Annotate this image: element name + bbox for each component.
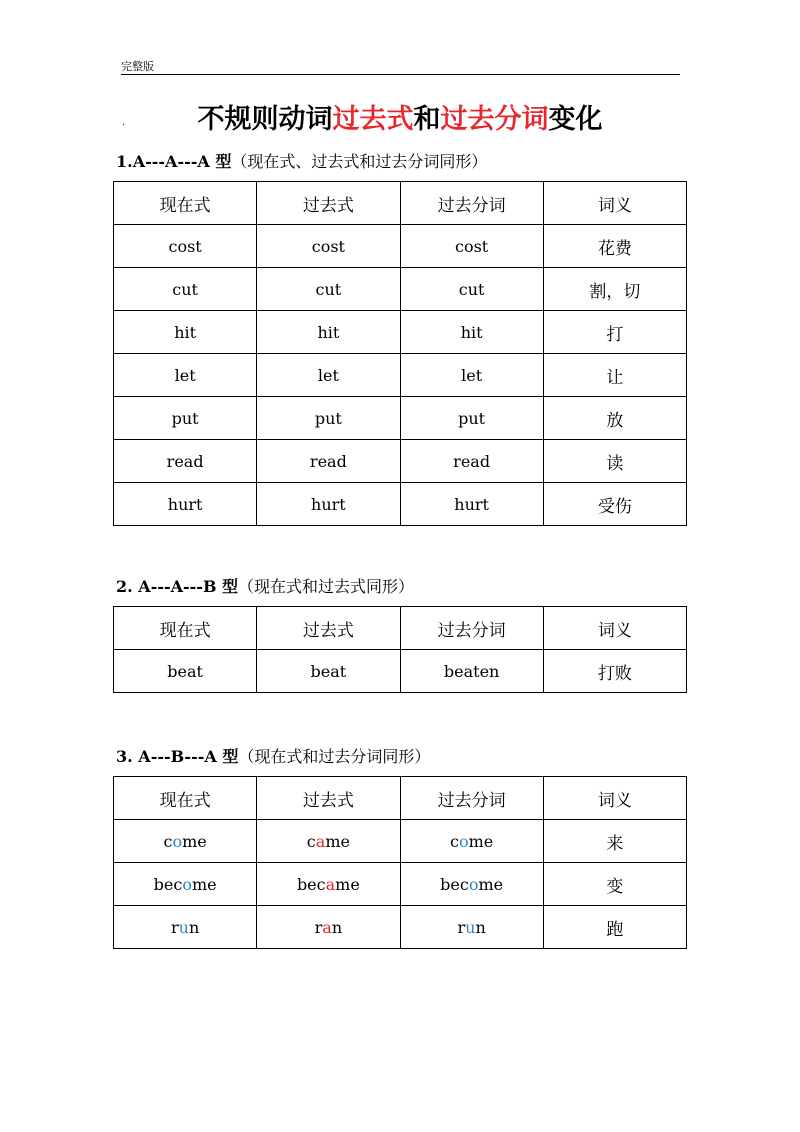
verb-text: n — [188, 917, 200, 937]
verb-text: bec — [153, 874, 183, 894]
section-3-number: 3. A---B---A 型 — [116, 747, 239, 766]
verb-text: bec — [440, 874, 469, 894]
verb-cell: cut — [114, 268, 257, 311]
verb-cell: hit — [114, 311, 257, 354]
verb-cell: hurt — [257, 483, 400, 526]
section-2-table — [113, 606, 687, 693]
verb-cell — [257, 820, 400, 863]
verb-cell: beaten — [400, 650, 543, 693]
table-header-row — [114, 607, 687, 650]
header-label: 完整版 — [121, 60, 154, 73]
highlighted-vowel: o — [468, 874, 479, 894]
verb-text: n — [331, 917, 343, 937]
highlighted-vowel: a — [315, 831, 326, 851]
highlighted-vowel: a — [322, 917, 332, 937]
table-row — [114, 225, 687, 268]
verb-cell: let — [257, 354, 400, 397]
verb-cell: read — [400, 440, 543, 483]
highlighted-vowel: o — [172, 831, 183, 851]
verb-text: bec — [296, 874, 326, 894]
highlighted-vowel: u — [178, 917, 189, 937]
verb-text: r — [457, 917, 466, 937]
highlighted-vowel: u — [465, 917, 476, 937]
column-header: 现在式 — [114, 777, 257, 820]
section-2-description: （现在式和过去式同形） — [238, 577, 415, 596]
verb-cell: put — [400, 397, 543, 440]
verb-cell: put — [114, 397, 257, 440]
verb-text: me — [335, 874, 360, 894]
verb-text: c — [306, 831, 316, 851]
table-header-row — [114, 777, 687, 820]
section-1-description: （现在式、过去式和过去分词同形） — [231, 152, 488, 171]
highlighted-vowel: a — [325, 874, 336, 894]
verb-cell: let — [400, 354, 543, 397]
verb-cell: beat — [257, 650, 400, 693]
column-header: 过去式 — [257, 777, 400, 820]
table-row — [114, 483, 687, 526]
highlighted-vowel: o — [458, 831, 469, 851]
verb-cell — [114, 906, 257, 949]
verb-cell: hit — [400, 311, 543, 354]
verb-text: me — [468, 831, 494, 851]
verb-cell: let — [114, 354, 257, 397]
verb-cell — [400, 906, 543, 949]
highlighted-vowel: o — [182, 874, 192, 894]
verb-text: n — [475, 917, 486, 937]
table-header-row — [114, 182, 687, 225]
verb-cell: cost — [400, 225, 543, 268]
verb-text: me — [182, 831, 207, 851]
column-header: 现在式 — [114, 182, 257, 225]
title-part-3: 和 — [413, 104, 441, 135]
verb-cell: hit — [257, 311, 400, 354]
column-header: 词义 — [543, 182, 686, 225]
meaning-cell: 让 — [543, 354, 686, 397]
meaning-cell: 变 — [543, 863, 686, 906]
table-row — [114, 863, 687, 906]
verb-cell — [257, 906, 400, 949]
verb-cell — [257, 863, 400, 906]
column-header: 词义 — [543, 777, 686, 820]
table-row — [114, 440, 687, 483]
verb-cell: hurt — [114, 483, 257, 526]
page-title — [0, 97, 800, 136]
table-row — [114, 650, 687, 693]
column-header: 过去式 — [257, 182, 400, 225]
table-row — [114, 906, 687, 949]
title-part-4: 过去分词 — [440, 104, 549, 135]
column-header: 词义 — [543, 607, 686, 650]
meaning-cell: 花费 — [543, 225, 686, 268]
meaning-cell: 来 — [543, 820, 686, 863]
table-row — [114, 354, 687, 397]
title-part-5: 变化 — [548, 104, 603, 135]
section-2-number: 2. A---A---B 型 — [116, 577, 239, 596]
verb-cell: cut — [257, 268, 400, 311]
table-row — [114, 820, 687, 863]
verb-cell: put — [257, 397, 400, 440]
verb-text: r — [170, 917, 179, 937]
section-1-number: 1.A---A---A 型 — [116, 152, 232, 171]
header-rule — [121, 74, 680, 75]
meaning-cell: 受伤 — [543, 483, 686, 526]
table-row — [114, 311, 687, 354]
verb-cell: read — [114, 440, 257, 483]
column-header: 过去分词 — [400, 182, 543, 225]
verb-cell: cost — [114, 225, 257, 268]
title-part-1: 不规则动词 — [197, 104, 333, 135]
verb-text: c — [450, 831, 459, 851]
verb-cell — [114, 863, 257, 906]
meaning-cell: 割，切 — [543, 268, 686, 311]
column-header: 过去分词 — [400, 607, 543, 650]
verb-text: me — [325, 831, 350, 851]
section-3-description: （现在式和过去分词同形） — [238, 747, 431, 766]
section-2-heading — [116, 574, 414, 597]
verb-cell — [400, 863, 543, 906]
title-part-2: 过去式 — [332, 104, 414, 135]
verb-text: c — [163, 831, 173, 851]
table-row — [114, 397, 687, 440]
section-1-heading — [116, 149, 487, 172]
meaning-cell: 读 — [543, 440, 686, 483]
column-header: 现在式 — [114, 607, 257, 650]
column-header: 过去式 — [257, 607, 400, 650]
verb-cell: cost — [257, 225, 400, 268]
verb-cell: hurt — [400, 483, 543, 526]
verb-text: r — [314, 917, 323, 937]
verb-cell: cut — [400, 268, 543, 311]
section-3-heading — [116, 744, 430, 767]
section-1-table — [113, 181, 687, 526]
margin-dot: . — [122, 118, 125, 128]
verb-cell — [400, 820, 543, 863]
table-row — [114, 268, 687, 311]
verb-text: me — [478, 874, 504, 894]
column-header: 过去分词 — [400, 777, 543, 820]
meaning-cell: 打 — [543, 311, 686, 354]
section-3-table — [113, 776, 687, 949]
meaning-cell: 打败 — [543, 650, 686, 693]
meaning-cell: 跑 — [543, 906, 686, 949]
verb-text: me — [191, 874, 217, 894]
verb-cell: read — [257, 440, 400, 483]
verb-cell: beat — [114, 650, 257, 693]
verb-cell — [114, 820, 257, 863]
meaning-cell: 放 — [543, 397, 686, 440]
